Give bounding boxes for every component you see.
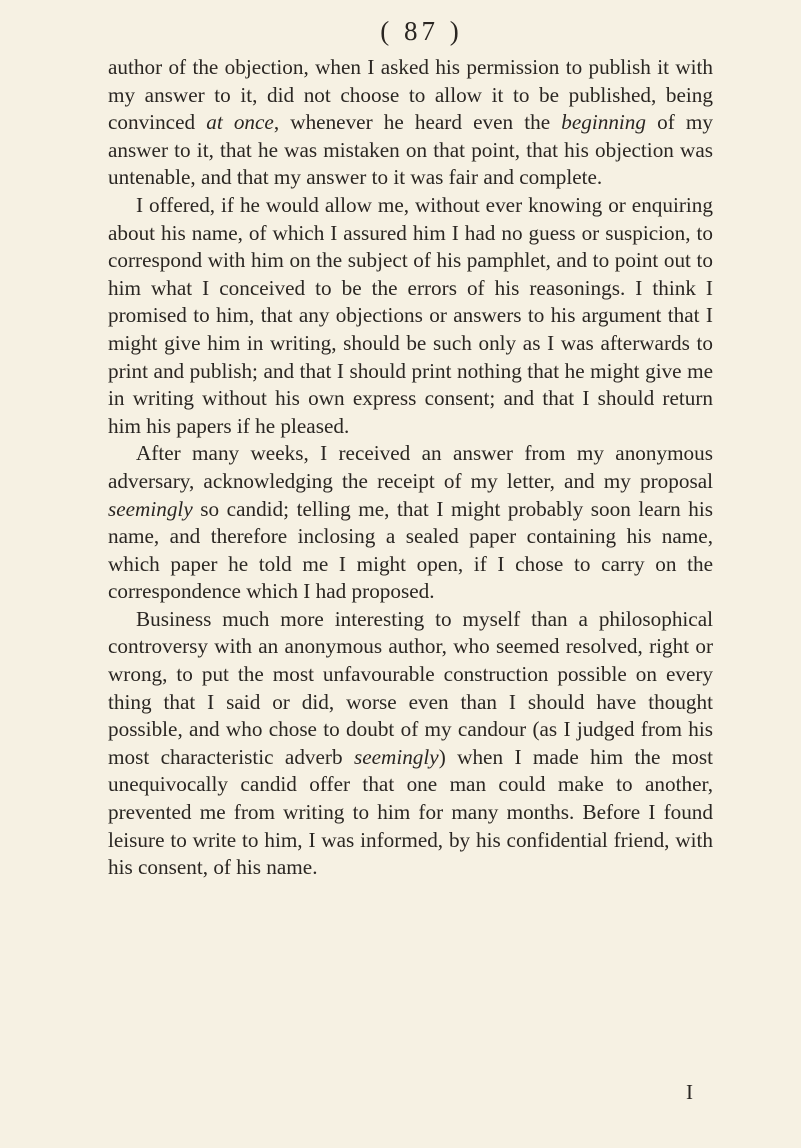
italic-segment: at once (206, 110, 274, 135)
text-segment: Business much more interesting to myself than a philosophical controversy with an anonymous author, who seemed resolved, right or wrong, to put the most unfavourable construction possible on every thing that I said or did, worse even than I should have thought possible, and who chose to doubt of my candour (as I judged from his most characteristic adverb (108, 606, 713, 769)
text-segment: I offered, if he would allow me, without ever knowing or enquiring about his name, of which I assured him I had no guess or suspicion, to correspond with him on the subject of his pamphlet, and to point out to him what I conceived to be the errors of his reasonings. I think I promised to him, that any objections or answers to his argument that I might give him in writing, should be such only as I was afterwards to print and publish; and that I should print nothing that he might give me in writing without his own express consent; and that I should return him his papers if he pleased. (108, 192, 713, 438)
italic-segment: seemingly (108, 496, 193, 521)
paragraph-3 (108, 440, 713, 606)
italic-segment: beginning (561, 110, 646, 135)
text-segment: ) when I made him the most unequivocally candid offer that one man could make to another, prevented me from writing to him for many months. Before I found leisure to write to him, I was informed, by his confidential friend, with his consent, of his name. (108, 744, 714, 880)
paragraph-4 (108, 606, 713, 882)
text-segment: author of the objection, when I asked his permission to publish it with my answer to it, did not choose to allow it to be published, being convinced (108, 55, 713, 135)
text-segment: After many weeks, I received an answer from my anonymous adversary, acknowledging the receipt of my letter, and my proposal (108, 441, 713, 493)
text-segment: of my answer to it, that he was mistaken on that point, that his objection was untenable, and that my answer to it was fair and complete. (108, 110, 713, 190)
body-text (108, 54, 713, 882)
text-segment: , whenever he heard even the (273, 110, 562, 135)
page-number: ( 87 ) (380, 16, 463, 46)
paragraph-1 (108, 54, 713, 192)
italic-segment: seemingly (353, 744, 439, 769)
paragraph-2 (108, 192, 713, 440)
text-segment: so candid; telling me, that I might probably soon learn his name, and therefore inclosing a sealed paper containing his name, which paper he told me I might open, if I chose to carry on the correspondence which I had proposed. (108, 496, 713, 604)
catchword: I (686, 1080, 693, 1104)
